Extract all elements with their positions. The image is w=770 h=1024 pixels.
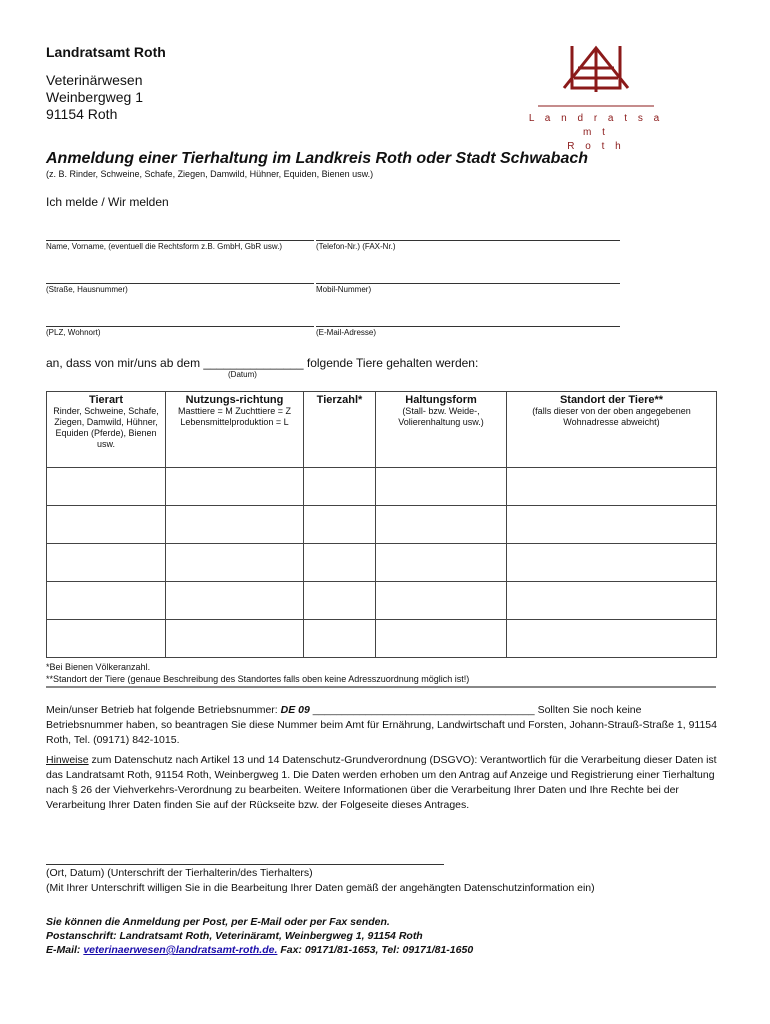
postal-address: Postanschrift: Landratsamt Roth, Veterinäramt, Weinbergweg 1, 91154 Roth (46, 930, 423, 942)
address-line-1: Veterinärwesen (46, 72, 143, 88)
table-cell[interactable] (47, 582, 166, 620)
header-nutzungsrichtung (166, 392, 304, 468)
start-date-text: an, dass von mir/uns ab dem _______________ folgende Tiere gehalten werden: (46, 356, 479, 370)
header-tierart (47, 392, 166, 468)
table-cell[interactable] (166, 582, 304, 620)
org-name: Landratsamt Roth (46, 44, 166, 60)
street-caption: (Straße, Hausnummer) (46, 285, 128, 294)
fax-tel: Fax: 09171/81-1653, Tel: 09171/81-1650 (277, 944, 474, 956)
betrieb-paragraph (46, 703, 718, 748)
table-cell[interactable] (166, 506, 304, 544)
table-row (47, 468, 717, 506)
table-cell[interactable] (304, 506, 376, 544)
betrieb-prefix: Mein/unser Betrieb hat folgende Betriebsnummer: (46, 704, 281, 716)
phone-caption: (Telefon-Nr.) (FAX-Nr.) (316, 242, 396, 251)
email-caption: (E-Mail-Adresse) (316, 328, 377, 337)
signature-line[interactable] (46, 864, 444, 865)
name-caption: Name, Vorname, (eventuell die Rechtsform z.B. GmbH, GbR usw.) (46, 242, 283, 251)
name-input-line[interactable] (46, 240, 314, 241)
table-cell[interactable] (166, 544, 304, 582)
table-cell[interactable] (507, 468, 717, 506)
betrieb-code: DE 09 (280, 704, 310, 716)
header-sub: (Stall- bzw. Weide-, Volierenhaltung usw.) (398, 406, 484, 427)
logo-text-line-1: L a n d r a t s a m t (528, 113, 664, 138)
phone-input-line[interactable] (316, 240, 620, 241)
table-cell[interactable] (507, 620, 717, 658)
email-link[interactable]: veterinaerwesen@landratsamt-roth.de. (83, 944, 278, 956)
header-title: Standort der Tiere** (559, 394, 664, 406)
betrieb-rest: Sollten Sie noch keine Betriebsnummer haben, so beantragen Sie diese Nummer beim Amt für Ernährung, Landwirtschaft und Forsten, Johann-Strauß-Straße 1, 91154 Roth, Tel. (09171) 842-1015. (46, 704, 717, 746)
mobile-input-line[interactable] (316, 283, 620, 284)
mobile-caption: Mobil-Nummer) (316, 285, 372, 294)
table-cell[interactable] (304, 468, 376, 506)
table-cell[interactable] (166, 620, 304, 658)
header-standort (507, 392, 717, 468)
date-caption: (Datum) (228, 370, 257, 379)
send-info: Sie können die Anmeldung per Post, per E-Mail oder per Fax senden. (46, 916, 390, 928)
table-row (47, 544, 717, 582)
header-sub: Masttiere = M Zuchttiere = Z Lebensmittelproduktion = L (177, 406, 292, 427)
table-cell[interactable] (507, 582, 717, 620)
email-input-line[interactable] (316, 326, 620, 327)
table-cell[interactable] (376, 468, 507, 506)
betrieb-number-blank[interactable]: ______________________________________ (309, 704, 538, 716)
animals-table (46, 391, 717, 658)
intro-text: Ich melde / Wir melden (46, 195, 169, 209)
address-line-3: 91154 Roth (46, 106, 118, 122)
table-cell[interactable] (47, 544, 166, 582)
table-cell[interactable] (376, 582, 507, 620)
table-cell[interactable] (47, 620, 166, 658)
table-cell[interactable] (47, 506, 166, 544)
header-sub: (falls dieser von der oben angegebenen Wohnadresse abweicht) (532, 406, 691, 427)
table-cell[interactable] (376, 544, 507, 582)
hinweise-text: zum Datenschutz nach Artikel 13 und 14 Datenschutz-Grundverordnung (DSGVO): Verantwortlich für die Verarbeitung dieser Daten ist das Landratsamt Roth, 91154 Roth, Weinbergweg 1. Die Daten werden erhoben um den Antrag auf Anzeige und Registrierung einer Tierhaltung nach § 26 der Viehverkehrs-Verordnung zu bearbeiten. Weitere Informationen über die Verarbeitung Ihrer Daten und Ihre Rechte bei der Verarbeitung Ihrer Daten finden Sie auf der Rückseite bzw. der Folgeseite dieses Antrages. (46, 754, 717, 811)
signature-caption: (Ort, Datum) (Unterschrift der Tierhalterin/des Tierhalters) (46, 867, 313, 879)
table-cell[interactable] (376, 506, 507, 544)
table-cell[interactable] (304, 544, 376, 582)
footnote-location: **Standort der Tiere (genaue Beschreibung des Standortes falls oben keine Adresszuordnung möglich ist!) (46, 674, 470, 684)
logo-text-line-2: R o t h (567, 141, 625, 152)
plz-caption: (PLZ, Wohnort) (46, 328, 101, 337)
consent-note: (Mit Ihrer Unterschrift willigen Sie in die Bearbeitung Ihrer Daten gemäß der angehängten Datenschutzinformation ein) (46, 882, 595, 894)
table-row (47, 582, 717, 620)
contact-line (46, 944, 473, 956)
table-cell[interactable] (304, 582, 376, 620)
plz-input-line[interactable] (46, 326, 314, 327)
form-subtitle: (z. B. Rinder, Schweine, Schafe, Ziegen, Damwild, Hühner, Equiden, Bienen usw.) (46, 169, 374, 179)
logo-text (528, 112, 664, 154)
table-header-row (47, 392, 717, 468)
address-line-2: Weinbergweg 1 (46, 89, 144, 105)
header-haltungsform (376, 392, 507, 468)
header-title: Nutzungs-richtung (185, 394, 284, 406)
table-cell[interactable] (47, 468, 166, 506)
header-title: Tierart (88, 394, 124, 406)
header-tierzahl (304, 392, 376, 468)
table-cell[interactable] (166, 468, 304, 506)
table-row (47, 620, 717, 658)
table-cell[interactable] (376, 620, 507, 658)
table-cell[interactable] (507, 544, 717, 582)
table-row (47, 506, 717, 544)
form-title: Anmeldung einer Tierhaltung im Landkreis Roth oder Stadt Schwabach (46, 150, 589, 167)
separator (46, 686, 716, 688)
footnote-bees: *Bei Bienen Völkeranzahl. (46, 662, 151, 672)
hinweise-paragraph (46, 753, 718, 813)
header-title: Haltungsform (405, 394, 477, 406)
email-label: E-Mail: (46, 944, 84, 956)
table-cell[interactable] (507, 506, 717, 544)
header-title: Tierzahl* (316, 394, 363, 406)
hinweise-label: Hinweise (46, 754, 89, 766)
street-input-line[interactable] (46, 283, 314, 284)
table-cell[interactable] (304, 620, 376, 658)
header-sub: Rinder, Schweine, Schafe, Ziegen, Damwild, Hühner, Equiden (Pferde), Bienen usw. (53, 406, 159, 449)
